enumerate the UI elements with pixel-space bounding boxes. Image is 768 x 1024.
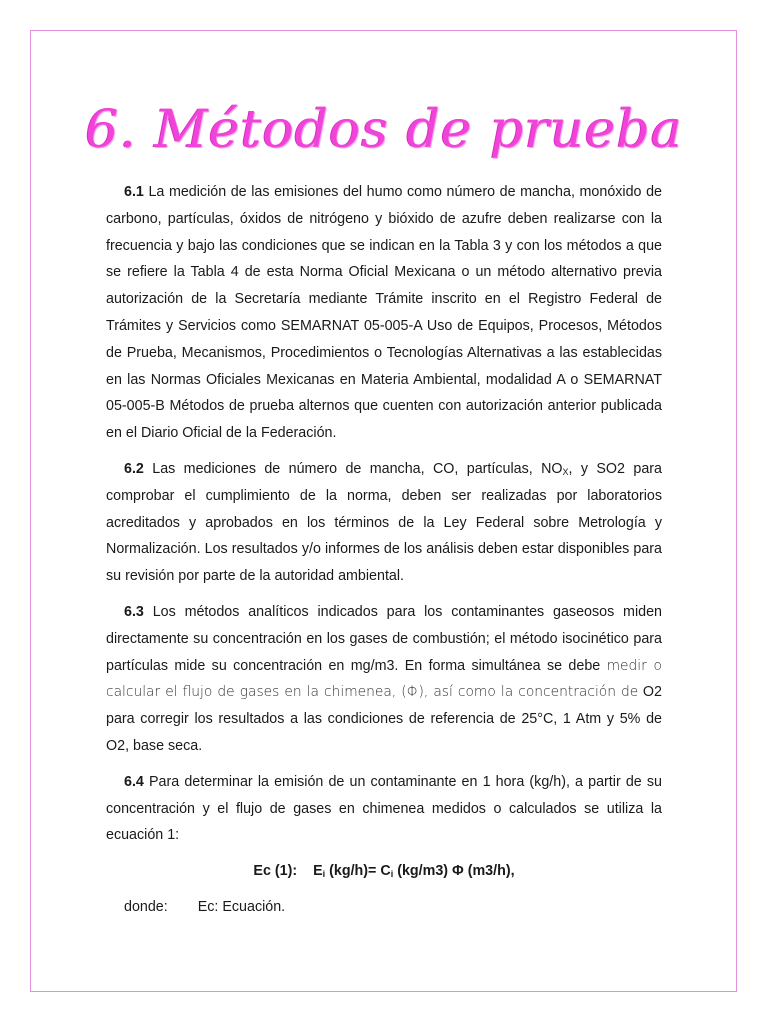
- clause-number: 6.3: [124, 603, 144, 620]
- clause-number: 6.4: [124, 773, 144, 790]
- equation-e: E: [313, 863, 323, 880]
- paragraph-text: O2 para corregir los resultados a las condiciones de referencia de 25°C, 1 Atm y 5% de O2, base seca.: [106, 684, 663, 754]
- equation-middle: (kg/h)= C: [325, 863, 391, 880]
- paragraph-6-3: [106, 599, 662, 760]
- subscript: i: [322, 869, 326, 880]
- equation-1: [106, 858, 662, 885]
- paragraph-6-2: [106, 456, 662, 590]
- subscript: X: [562, 466, 569, 477]
- equation-rest: (kg/m3) Φ (m3/h),: [393, 863, 515, 880]
- equation-label: Ec (1):: [253, 863, 298, 880]
- where-line: [106, 894, 662, 921]
- paragraph-text: La medición de las emisiones del humo como número de mancha, monóxido de carbono, partículas, óxidos de nitrógeno y bióxido de azufre deben realizarse con la frecuencia y bajo las condiciones que se indican en la Tabla 3 y con los métodos a que se refiere la Tabla 4 de esta Norma Oficial Mexicana o un método alternativo previa autorización de la Secretaría mediante Trámite inscrito en el Registro Federal de Trámites y Servicios como SEMARNAT 05-005-A Uso de Equipos, Procesos, Métodos de Prueba, Mecanismos, Procedimientos o Tecnologías Alternativas a las establecidas en las Normas Oficiales Mexicanas en Materia Ambiental, modalidad A o SEMARNAT 05-005-B Métodos de prueba alternos que cuenten con autorización anterior publicada en el Diario Oficial de la Federación.: [106, 184, 662, 442]
- subscript: i: [390, 869, 394, 880]
- section-title: 6. Métodos de prueba: [85, 100, 683, 160]
- paragraph-text-alt-font: medir o calcular el flujo de gases en la chimenea, (Φ), así como la concentración de: [106, 657, 662, 701]
- paragraph-6-4: [106, 769, 662, 849]
- paragraph-6-1: [106, 179, 662, 447]
- document-body: [106, 179, 662, 921]
- clause-number: 6.2: [124, 460, 144, 477]
- where-text: Ec: Ecuación.: [197, 898, 286, 915]
- paragraph-text: Los métodos analíticos indicados para los contaminantes gaseosos miden directamente su concentración en los gases de combustión; el método isocinético para partículas mide su concentración en mg/m3. En forma simultánea se debe: [106, 603, 662, 674]
- paragraph-text: Las mediciones de número de mancha, CO, partículas, NO: [143, 460, 563, 477]
- where-label: donde:: [124, 898, 168, 915]
- paragraph-text: Para determinar la emisión de un contaminante en 1 hora (kg/h), a partir de su concentración y el flujo de gases en chimenea medidos o calculados se utiliza la ecuación 1:: [106, 773, 662, 844]
- clause-number: 6.1: [124, 184, 144, 200]
- paragraph-text: , y SO2 para comprobar el cumplimiento de la norma, deben ser realizadas por laboratorios acreditados y aprobados en los términos de la Ley Federal sobre Metrología y Normalización. Los resultados y/o informes de los análisis deben estar disponibles para su revisión por parte de la autoridad ambiental.: [106, 460, 662, 585]
